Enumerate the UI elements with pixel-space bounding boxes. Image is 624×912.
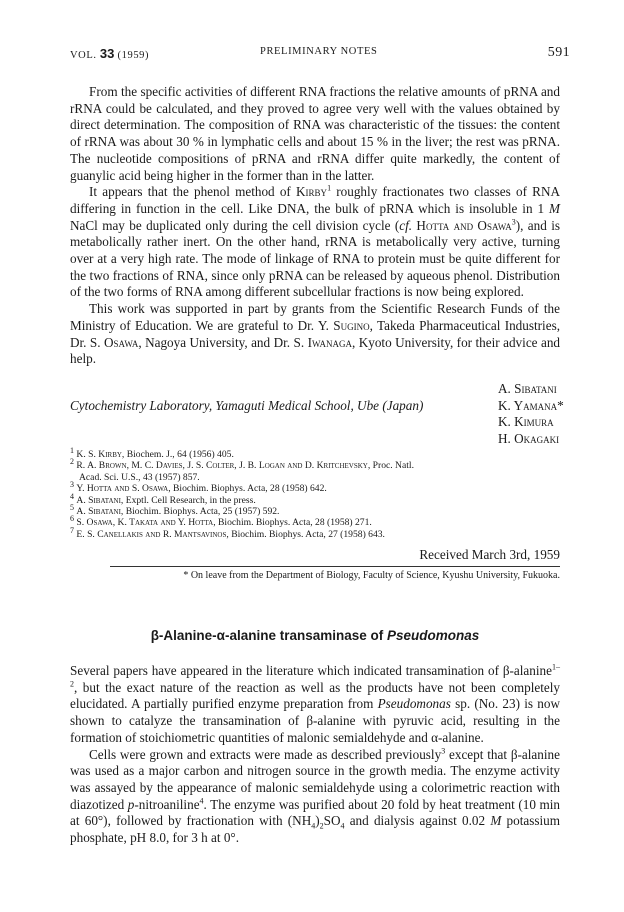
ref-citation: , Proc. Natl.: [367, 460, 414, 472]
organism-name: Pseudomonas: [377, 696, 451, 712]
running-header: [70, 46, 570, 62]
article-body-2: [70, 663, 560, 847]
reference-item: [70, 491, 560, 506]
reference-item: [70, 457, 560, 472]
q2-text-g: and dialysis against 0.02: [344, 813, 491, 829]
ref-number: 1: [70, 445, 74, 455]
received-date: Received March 3rd, 1959: [419, 547, 560, 562]
volume-info: [70, 46, 149, 61]
ref-number: 3: [70, 480, 74, 490]
p3-text-a: This work was supported in part by grants from the Scientific Research Funds of the Ministry of Education. We are grateful to Dr. Y.: [70, 301, 560, 333]
subscript: 4: [311, 821, 316, 831]
ref-authors: R. A. Brown, M. C. Davies, J. S. Colter, J. B. Logan and D. Kritchevsky: [76, 460, 368, 472]
volume-number: 33: [99, 46, 115, 61]
molar-unit: M: [549, 200, 560, 216]
ref-number: 7: [70, 525, 74, 535]
paragraph-2: [70, 184, 560, 301]
ref-number: 2: [70, 457, 74, 467]
p2-text-c: NaCl may be duplicated only during the cell division cycle (: [70, 217, 400, 233]
p3-text-c: , Nagoya University, and Dr. S.: [138, 334, 308, 350]
ref-authors: S. Osawa, K. Takata and Y. Hotta: [76, 517, 214, 529]
q2-text-c: -nitroaniline: [134, 796, 200, 812]
para-prefix: p: [127, 796, 135, 812]
q2-text-a: Cells were grown and extracts were made as described previously: [89, 746, 442, 762]
reference-item: [70, 525, 560, 540]
paragraph-5: [70, 747, 560, 847]
p2-text-a: It appears that the phenol method of: [89, 184, 297, 200]
ref-marker-3b: 3: [441, 746, 446, 756]
reference-item: [70, 502, 560, 518]
author-hotta-osawa: Hotta and Osawa: [416, 217, 512, 233]
ref-marker-1: 1: [327, 183, 332, 193]
name-sugino: Sugino: [333, 317, 370, 333]
author-name: K. Kimura: [498, 414, 554, 429]
reference-continuation: Acad. Sci. U.S., 43 (1957) 857.: [79, 471, 200, 483]
subscript: 2: [319, 821, 324, 831]
ref-authors: K. S. Kirby: [76, 449, 122, 460]
p3-text-b: , Takeda Pharmaceutical Industries, Dr. S.: [70, 317, 561, 350]
reference-list: [70, 445, 560, 540]
author-footnote: * On leave from the Department of Biology, Faculty of Science, Kyushu University, Fukuoka.: [183, 570, 560, 581]
reference-item: [70, 445, 560, 460]
q1-text-b: , but the exact nature of the reaction as well as the products have not been completely elucidated. A partially purified enzyme preparation from: [70, 679, 560, 712]
volume-year: (1959): [114, 50, 150, 61]
name-iwanaga: Iwanaga: [307, 334, 352, 350]
q1-text-c: sp. (No. 23) is now shown to catalyze the transamination of β-alanine with pyruvic acid, resulting in the formation of stoichiometric quantities of malonic semialdehyde and α-alanine.: [70, 696, 560, 745]
author-name: H. Okagaki: [498, 430, 560, 446]
volume-prefix: VOL.: [70, 50, 100, 61]
ref-marker-4: 4: [199, 796, 204, 806]
cf-abbrev: cf.: [399, 217, 413, 233]
ref-authors: A. Sibatani: [76, 494, 121, 506]
article-title: [70, 628, 560, 643]
page-number: 591: [547, 45, 570, 60]
p2-text-e: ), and is metabolically rather inert. On the other hand, rRNA is metabolically very active, turning over at a very high rate. The mode of linkage of RNA to protein must be quite different for the two fractions of RNA, since only pRNA can be released by aqueous phenol. Distribution of the two forms of RNA among different subcellular fractions is now being explored.: [70, 217, 560, 300]
q2-text-d: . The enzyme was purified about 20 fold by heat treatment (10 min at 60°), followed by fractionation with (NH: [70, 796, 561, 829]
article-body-1: [70, 84, 560, 368]
reference-item: [70, 514, 560, 529]
section-title: PRELIMINARY NOTES: [260, 46, 378, 57]
author-name: A. Sibatani: [498, 381, 557, 396]
name-osawa: Osawa: [104, 334, 139, 350]
ref-number: 6: [70, 514, 74, 524]
p3-text-d: , Kyoto University, for their advice and help.: [70, 334, 561, 367]
ref-citation: , Biochim. Biophys. Acta, 27 (1958) 643.: [226, 528, 385, 540]
ref-citation: , Biochim. Biophys. Acta, 28 (1958) 271.: [213, 517, 372, 529]
author-list: [498, 381, 564, 447]
title-organism: Pseudomonas: [387, 628, 480, 643]
paragraph-4: [70, 663, 560, 747]
paragraph-3: [70, 301, 560, 368]
ref-marker-3: 3: [511, 217, 516, 227]
q2-text-f: SO: [323, 813, 341, 829]
molar-unit: M: [490, 813, 502, 829]
q2-text-e: ): [315, 813, 320, 829]
ref-citation: , Biochim. Biophys. Acta, 28 (1958) 642.: [168, 483, 327, 495]
ref-citation: , Biochem. J., 64 (1956) 405.: [121, 449, 234, 460]
author-affiliation: [70, 381, 564, 451]
q2-text-b: except that β-alanine was used as a major carbon and nitrogen source in the growth media. The enzyme activity was assayed by the appearance of malonic semialdehyde using a colorimetric reaction with diazotized: [70, 746, 560, 812]
lab-address: Cytochemistry Laboratory, Yamaguti Medical School, Ube (Japan): [70, 398, 424, 413]
ref-marker-range: 1–2: [70, 662, 560, 689]
footnote-rule: [110, 566, 560, 567]
ref-authors: Y. Hotta and S. Osawa: [76, 483, 169, 495]
ref-number: 4: [70, 491, 74, 501]
author-kirby: Kirby: [296, 184, 328, 200]
reference-item: [70, 480, 560, 495]
title-main: β-Alanine-α-alanine transaminase of: [150, 628, 388, 643]
q2-text-h: potassium phosphate, pH 8.0, for 3 h at 0°.: [70, 813, 561, 846]
ref-authors: E. S. Canellakis and R. Mantsavinos: [76, 528, 227, 540]
p2-text-b: roughly fractionates two classes of RNA differing in function in the cell. Like DNA, the bulk of pRNA which is insoluble in 1: [70, 184, 560, 216]
ref-number: 5: [70, 502, 74, 512]
author-name: K. Yamana*: [498, 397, 564, 413]
ref-citation: , Biochim. Biophys. Acta, 25 (1957) 592.: [120, 506, 280, 518]
paragraph-1: From the specific activities of different RNA fractions the relative amounts of pRNA and rRNA could be calculated, and they proved to agree very well with the values obtained by direct determination. The composition of RNA was characteristic of the tissues: the content of rRNA was about 30 % in lymphatic cells and about 15 % in the liver; the rest was pRNA. The nucleotide compositions of pRNA and rRNA differ quite markedly, the content of guanylic acid being higher in the former than in the latter.: [70, 84, 560, 183]
subscript: 4: [340, 821, 345, 831]
ref-authors: A. Sibatani: [76, 506, 121, 518]
q1-text-a: Several papers have appeared in the literature which indicated transamination of β-alanine: [70, 663, 552, 678]
ref-citation: , Exptl. Cell Research, in the press.: [120, 494, 256, 506]
